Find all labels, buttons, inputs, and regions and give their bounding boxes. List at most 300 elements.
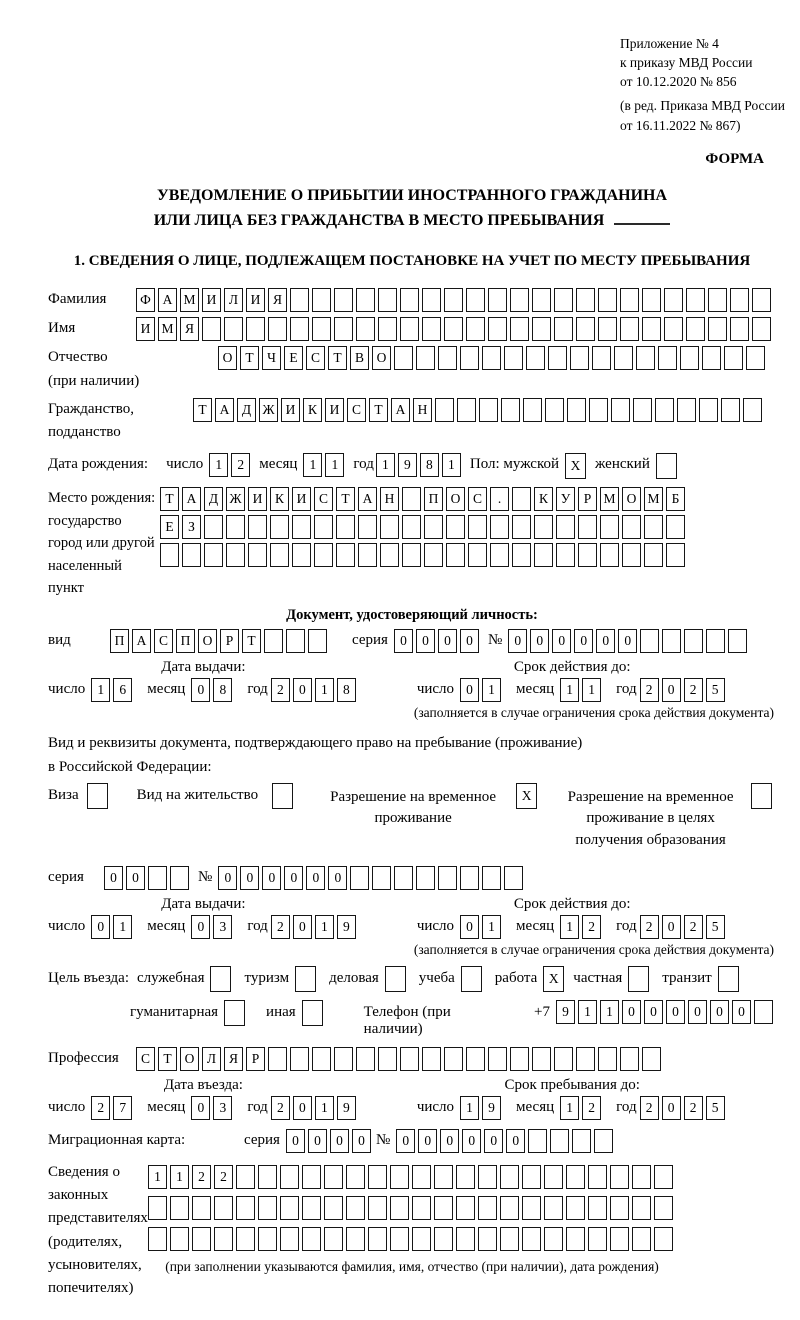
form-cell[interactable] <box>677 398 696 422</box>
form-cell[interactable] <box>664 317 683 341</box>
form-cell[interactable] <box>346 1196 365 1220</box>
stay-month-input[interactable] <box>560 1096 604 1120</box>
form-cell[interactable]: Р <box>220 629 239 653</box>
form-cell[interactable] <box>501 398 520 422</box>
form-cell[interactable]: 0 <box>732 1000 751 1024</box>
form-cell[interactable] <box>610 1196 629 1220</box>
form-cell[interactable] <box>378 1047 397 1071</box>
form-cell[interactable] <box>170 1227 189 1251</box>
form-cell[interactable] <box>640 629 659 653</box>
form-cell[interactable] <box>356 1047 375 1071</box>
visa-checkbox[interactable] <box>87 783 108 809</box>
form-cell[interactable]: 0 <box>286 1129 305 1153</box>
purpose-business[interactable] <box>329 966 409 992</box>
form-cell[interactable] <box>336 515 355 539</box>
form-cell[interactable]: И <box>136 317 155 341</box>
form-cell[interactable] <box>248 543 267 567</box>
form-cell[interactable] <box>522 1165 541 1189</box>
form-cell[interactable]: 1 <box>325 453 344 477</box>
residence-valid-year[interactable] <box>640 915 728 939</box>
form-cell[interactable] <box>544 1196 563 1220</box>
form-cell[interactable] <box>258 1165 277 1189</box>
form-cell[interactable] <box>400 1047 419 1071</box>
form-cell[interactable] <box>570 346 589 370</box>
form-cell[interactable]: 5 <box>706 915 725 939</box>
purpose-private[interactable] <box>573 966 652 992</box>
form-cell[interactable] <box>490 515 509 539</box>
form-cell[interactable] <box>302 1165 321 1189</box>
form-cell[interactable] <box>438 346 457 370</box>
residence-issue-month[interactable] <box>191 915 235 939</box>
form-cell[interactable]: 5 <box>706 1096 725 1120</box>
form-cell[interactable]: С <box>136 1047 155 1071</box>
form-cell[interactable] <box>434 1165 453 1189</box>
purpose-private-checkbox[interactable] <box>628 966 649 992</box>
form-cell[interactable] <box>236 1227 255 1251</box>
form-cell[interactable]: 9 <box>337 1096 356 1120</box>
form-cell[interactable]: 2 <box>582 915 601 939</box>
form-cell[interactable]: Е <box>284 346 303 370</box>
birth-year-input[interactable] <box>376 453 464 477</box>
form-cell[interactable]: А <box>158 288 177 312</box>
form-cell[interactable] <box>446 543 465 567</box>
form-cell[interactable] <box>598 288 617 312</box>
residence-permit-checkbox[interactable] <box>272 783 293 809</box>
form-cell[interactable]: 0 <box>416 629 435 653</box>
form-cell[interactable] <box>148 1227 167 1251</box>
form-cell[interactable] <box>226 543 245 567</box>
form-cell[interactable]: 0 <box>622 1000 641 1024</box>
form-cell[interactable]: М <box>600 487 619 511</box>
form-cell[interactable]: Л <box>202 1047 221 1071</box>
form-cell[interactable]: М <box>158 317 177 341</box>
option-residence-permit[interactable] <box>137 783 296 809</box>
form-cell[interactable]: 0 <box>262 866 281 890</box>
form-cell[interactable] <box>214 1227 233 1251</box>
form-cell[interactable] <box>390 1196 409 1220</box>
representatives-input-row1[interactable] <box>148 1165 676 1189</box>
form-cell[interactable]: 0 <box>574 629 593 653</box>
sex-female-checkbox[interactable] <box>656 453 677 479</box>
form-cell[interactable]: 2 <box>271 678 290 702</box>
form-cell[interactable] <box>435 398 454 422</box>
form-cell[interactable]: И <box>246 288 265 312</box>
form-cell[interactable] <box>346 1227 365 1251</box>
form-cell[interactable] <box>482 866 501 890</box>
form-cell[interactable]: 1 <box>376 453 395 477</box>
form-cell[interactable] <box>610 1165 629 1189</box>
form-cell[interactable]: О <box>622 487 641 511</box>
form-cell[interactable] <box>312 317 331 341</box>
residence-valid-day[interactable] <box>460 915 504 939</box>
form-cell[interactable] <box>422 1047 441 1071</box>
form-cell[interactable]: 2 <box>192 1165 211 1189</box>
surname-input[interactable] <box>136 288 774 312</box>
identity-issue-month[interactable] <box>191 678 235 702</box>
form-cell[interactable] <box>654 1227 673 1251</box>
form-cell[interactable] <box>324 1196 343 1220</box>
form-cell[interactable]: 0 <box>710 1000 729 1024</box>
identity-valid-year[interactable] <box>640 678 728 702</box>
form-cell[interactable] <box>578 515 597 539</box>
form-cell[interactable] <box>412 1165 431 1189</box>
form-cell[interactable] <box>324 1165 343 1189</box>
form-cell[interactable]: Ф <box>136 288 155 312</box>
form-cell[interactable] <box>292 543 311 567</box>
form-cell[interactable]: 3 <box>213 915 232 939</box>
form-cell[interactable] <box>482 346 501 370</box>
form-cell[interactable]: Ж <box>259 398 278 422</box>
form-cell[interactable] <box>280 1227 299 1251</box>
form-cell[interactable] <box>334 317 353 341</box>
form-cell[interactable] <box>620 317 639 341</box>
form-cell[interactable] <box>510 317 529 341</box>
form-cell[interactable] <box>598 1047 617 1071</box>
citizenship-input[interactable] <box>193 398 765 422</box>
form-cell[interactable] <box>182 543 201 567</box>
form-cell[interactable] <box>466 1047 485 1071</box>
form-cell[interactable]: 0 <box>308 1129 327 1153</box>
form-cell[interactable] <box>680 346 699 370</box>
form-cell[interactable]: 2 <box>640 1096 659 1120</box>
form-cell[interactable]: И <box>281 398 300 422</box>
form-cell[interactable]: 0 <box>666 1000 685 1024</box>
form-cell[interactable]: 1 <box>442 453 461 477</box>
form-cell[interactable]: 0 <box>293 1096 312 1120</box>
form-cell[interactable]: П <box>176 629 195 653</box>
form-cell[interactable]: Т <box>160 487 179 511</box>
form-cell[interactable] <box>534 543 553 567</box>
form-cell[interactable] <box>368 1227 387 1251</box>
form-cell[interactable] <box>644 543 663 567</box>
form-cell[interactable]: И <box>292 487 311 511</box>
form-cell[interactable] <box>468 515 487 539</box>
form-cell[interactable] <box>724 346 743 370</box>
form-cell[interactable] <box>358 543 377 567</box>
form-cell[interactable]: П <box>110 629 129 653</box>
form-cell[interactable] <box>438 866 457 890</box>
form-cell[interactable] <box>290 288 309 312</box>
form-cell[interactable] <box>204 543 223 567</box>
form-cell[interactable]: 1 <box>600 1000 619 1024</box>
form-cell[interactable] <box>478 1227 497 1251</box>
purpose-humanitarian-checkbox[interactable] <box>224 1000 245 1026</box>
form-cell[interactable] <box>422 288 441 312</box>
form-cell[interactable]: К <box>303 398 322 422</box>
migration-nomer-input[interactable] <box>396 1129 616 1153</box>
residence-seriya-input[interactable] <box>104 866 192 890</box>
form-cell[interactable] <box>192 1196 211 1220</box>
form-cell[interactable] <box>264 629 283 653</box>
form-cell[interactable] <box>622 515 641 539</box>
form-cell[interactable] <box>148 866 167 890</box>
migration-seriya-input[interactable] <box>286 1129 374 1153</box>
form-cell[interactable]: С <box>468 487 487 511</box>
form-cell[interactable] <box>478 1196 497 1220</box>
form-cell[interactable] <box>246 317 265 341</box>
form-cell[interactable]: О <box>180 1047 199 1071</box>
form-cell[interactable] <box>394 346 413 370</box>
form-cell[interactable]: 1 <box>91 678 110 702</box>
stay-day-input[interactable] <box>460 1096 504 1120</box>
form-cell[interactable] <box>510 288 529 312</box>
form-cell[interactable]: 0 <box>508 629 527 653</box>
form-cell[interactable]: 2 <box>271 1096 290 1120</box>
sex-male-checkbox[interactable]: X <box>565 453 586 479</box>
form-cell[interactable] <box>622 543 641 567</box>
form-cell[interactable]: 8 <box>337 678 356 702</box>
form-cell[interactable]: С <box>154 629 173 653</box>
form-cell[interactable]: О <box>198 629 217 653</box>
form-cell[interactable] <box>610 1227 629 1251</box>
form-cell[interactable] <box>620 288 639 312</box>
form-cell[interactable] <box>572 1129 591 1153</box>
form-cell[interactable] <box>589 398 608 422</box>
identity-valid-month[interactable] <box>560 678 604 702</box>
form-cell[interactable] <box>523 398 542 422</box>
form-cell[interactable] <box>556 515 575 539</box>
form-cell[interactable]: 0 <box>418 1129 437 1153</box>
form-cell[interactable] <box>567 398 586 422</box>
form-cell[interactable] <box>224 317 243 341</box>
form-cell[interactable]: 1 <box>460 1096 479 1120</box>
form-cell[interactable] <box>686 288 705 312</box>
form-cell[interactable]: О <box>446 487 465 511</box>
form-cell[interactable] <box>545 398 564 422</box>
form-cell[interactable]: 0 <box>126 866 145 890</box>
form-cell[interactable]: В <box>350 346 369 370</box>
form-cell[interactable] <box>576 288 595 312</box>
form-cell[interactable]: 0 <box>191 1096 210 1120</box>
form-cell[interactable] <box>554 317 573 341</box>
form-cell[interactable] <box>268 1047 287 1071</box>
purpose-work-checkbox[interactable]: X <box>543 966 564 992</box>
form-cell[interactable]: 0 <box>552 629 571 653</box>
form-cell[interactable]: 1 <box>582 678 601 702</box>
form-cell[interactable]: 0 <box>688 1000 707 1024</box>
form-cell[interactable] <box>378 317 397 341</box>
purpose-transit[interactable] <box>662 966 741 992</box>
form-cell[interactable]: 0 <box>191 915 210 939</box>
form-cell[interactable] <box>721 398 740 422</box>
form-cell[interactable]: 2 <box>640 915 659 939</box>
form-cell[interactable] <box>302 1227 321 1251</box>
form-cell[interactable]: С <box>347 398 366 422</box>
form-cell[interactable]: Т <box>242 629 261 653</box>
form-cell[interactable] <box>730 288 749 312</box>
form-cell[interactable]: 1 <box>578 1000 597 1024</box>
form-cell[interactable] <box>662 629 681 653</box>
birth-place-input-row2[interactable] <box>160 515 688 539</box>
form-cell[interactable] <box>754 1000 773 1024</box>
identity-valid-day[interactable] <box>460 678 504 702</box>
form-cell[interactable]: 0 <box>396 1129 415 1153</box>
form-cell[interactable] <box>258 1196 277 1220</box>
form-cell[interactable] <box>598 317 617 341</box>
form-cell[interactable]: 2 <box>91 1096 110 1120</box>
form-cell[interactable]: О <box>218 346 237 370</box>
form-cell[interactable]: Е <box>160 515 179 539</box>
form-cell[interactable] <box>534 515 553 539</box>
form-cell[interactable] <box>654 1165 673 1189</box>
form-cell[interactable] <box>368 1165 387 1189</box>
form-cell[interactable] <box>356 288 375 312</box>
form-cell[interactable] <box>412 1227 431 1251</box>
purpose-transit-checkbox[interactable] <box>718 966 739 992</box>
form-cell[interactable]: И <box>325 398 344 422</box>
form-cell[interactable] <box>402 515 421 539</box>
form-cell[interactable] <box>466 317 485 341</box>
form-cell[interactable]: Ж <box>226 487 245 511</box>
form-cell[interactable] <box>456 1165 475 1189</box>
form-cell[interactable]: 0 <box>330 1129 349 1153</box>
form-cell[interactable] <box>532 317 551 341</box>
option-temp-residence[interactable] <box>318 783 540 831</box>
form-cell[interactable]: П <box>424 487 443 511</box>
form-cell[interactable]: 0 <box>328 866 347 890</box>
form-cell[interactable] <box>642 317 661 341</box>
form-cell[interactable]: З <box>182 515 201 539</box>
form-cell[interactable]: Н <box>413 398 432 422</box>
form-cell[interactable] <box>594 1129 613 1153</box>
form-cell[interactable] <box>488 317 507 341</box>
form-cell[interactable] <box>457 398 476 422</box>
form-cell[interactable] <box>600 515 619 539</box>
form-cell[interactable] <box>666 543 685 567</box>
form-cell[interactable]: Я <box>268 288 287 312</box>
form-cell[interactable] <box>236 1165 255 1189</box>
form-cell[interactable]: 1 <box>315 915 334 939</box>
form-cell[interactable] <box>633 398 652 422</box>
form-cell[interactable]: Т <box>369 398 388 422</box>
form-cell[interactable] <box>544 1227 563 1251</box>
form-cell[interactable]: 0 <box>293 678 312 702</box>
form-cell[interactable] <box>202 317 221 341</box>
purpose-official[interactable] <box>137 966 235 992</box>
form-cell[interactable]: 6 <box>113 678 132 702</box>
form-cell[interactable] <box>422 317 441 341</box>
form-cell[interactable] <box>394 866 413 890</box>
form-cell[interactable] <box>324 1227 343 1251</box>
form-cell[interactable] <box>548 346 567 370</box>
form-cell[interactable] <box>390 1165 409 1189</box>
form-cell[interactable]: 0 <box>596 629 615 653</box>
form-cell[interactable] <box>708 317 727 341</box>
form-cell[interactable] <box>192 1227 211 1251</box>
form-cell[interactable] <box>600 543 619 567</box>
form-cell[interactable]: А <box>182 487 201 511</box>
form-cell[interactable]: С <box>306 346 325 370</box>
form-cell[interactable] <box>490 543 509 567</box>
form-cell[interactable] <box>270 515 289 539</box>
form-cell[interactable]: 0 <box>460 915 479 939</box>
form-cell[interactable] <box>444 288 463 312</box>
form-cell[interactable]: 1 <box>209 453 228 477</box>
form-cell[interactable]: Д <box>237 398 256 422</box>
form-cell[interactable] <box>308 629 327 653</box>
form-cell[interactable] <box>588 1227 607 1251</box>
form-cell[interactable]: Д <box>204 487 223 511</box>
form-cell[interactable] <box>336 543 355 567</box>
form-cell[interactable]: 3 <box>213 1096 232 1120</box>
purpose-other[interactable] <box>266 1000 326 1026</box>
residence-issue-day[interactable] <box>91 915 135 939</box>
form-cell[interactable]: Ч <box>262 346 281 370</box>
form-cell[interactable]: 1 <box>148 1165 167 1189</box>
form-cell[interactable]: 0 <box>662 915 681 939</box>
form-cell[interactable] <box>706 629 725 653</box>
form-cell[interactable]: . <box>490 487 509 511</box>
identity-issue-day[interactable] <box>91 678 135 702</box>
form-cell[interactable]: О <box>372 346 391 370</box>
form-cell[interactable] <box>655 398 674 422</box>
form-cell[interactable]: С <box>314 487 333 511</box>
form-cell[interactable] <box>664 288 683 312</box>
form-cell[interactable]: 8 <box>213 678 232 702</box>
form-cell[interactable]: А <box>215 398 234 422</box>
form-cell[interactable] <box>644 515 663 539</box>
form-cell[interactable] <box>512 515 531 539</box>
form-cell[interactable] <box>576 1047 595 1071</box>
form-cell[interactable]: Т <box>193 398 212 422</box>
form-cell[interactable]: 2 <box>684 915 703 939</box>
form-cell[interactable] <box>488 1047 507 1071</box>
form-cell[interactable] <box>522 1196 541 1220</box>
purpose-study[interactable] <box>419 966 485 992</box>
form-cell[interactable]: Л <box>224 288 243 312</box>
form-cell[interactable] <box>544 1165 563 1189</box>
residence-issue-year[interactable] <box>271 915 359 939</box>
form-cell[interactable] <box>632 1227 651 1251</box>
form-cell[interactable] <box>504 866 523 890</box>
form-cell[interactable] <box>528 1129 547 1153</box>
form-cell[interactable] <box>588 1165 607 1189</box>
form-cell[interactable] <box>488 288 507 312</box>
form-cell[interactable] <box>444 1047 463 1071</box>
form-cell[interactable] <box>611 398 630 422</box>
form-cell[interactable] <box>554 288 573 312</box>
form-cell[interactable] <box>456 1196 475 1220</box>
form-cell[interactable]: А <box>358 487 377 511</box>
form-cell[interactable] <box>416 866 435 890</box>
form-cell[interactable] <box>456 1227 475 1251</box>
form-cell[interactable] <box>566 1196 585 1220</box>
form-cell[interactable]: 1 <box>113 915 132 939</box>
form-cell[interactable] <box>512 487 531 511</box>
form-cell[interactable] <box>416 346 435 370</box>
form-cell[interactable]: 0 <box>438 629 457 653</box>
form-cell[interactable] <box>752 317 771 341</box>
form-cell[interactable]: 0 <box>394 629 413 653</box>
form-cell[interactable] <box>268 317 287 341</box>
form-cell[interactable] <box>214 1196 233 1220</box>
form-cell[interactable] <box>578 543 597 567</box>
form-cell[interactable] <box>614 346 633 370</box>
form-cell[interactable] <box>148 1196 167 1220</box>
form-cell[interactable] <box>358 515 377 539</box>
form-cell[interactable]: 0 <box>91 915 110 939</box>
form-cell[interactable]: 0 <box>218 866 237 890</box>
phone-input[interactable] <box>556 1000 776 1024</box>
form-cell[interactable]: 1 <box>315 678 334 702</box>
form-cell[interactable]: 0 <box>530 629 549 653</box>
form-cell[interactable]: 0 <box>506 1129 525 1153</box>
form-cell[interactable] <box>160 543 179 567</box>
form-cell[interactable] <box>290 317 309 341</box>
form-cell[interactable] <box>286 629 305 653</box>
form-cell[interactable] <box>424 543 443 567</box>
form-cell[interactable]: 7 <box>113 1096 132 1120</box>
